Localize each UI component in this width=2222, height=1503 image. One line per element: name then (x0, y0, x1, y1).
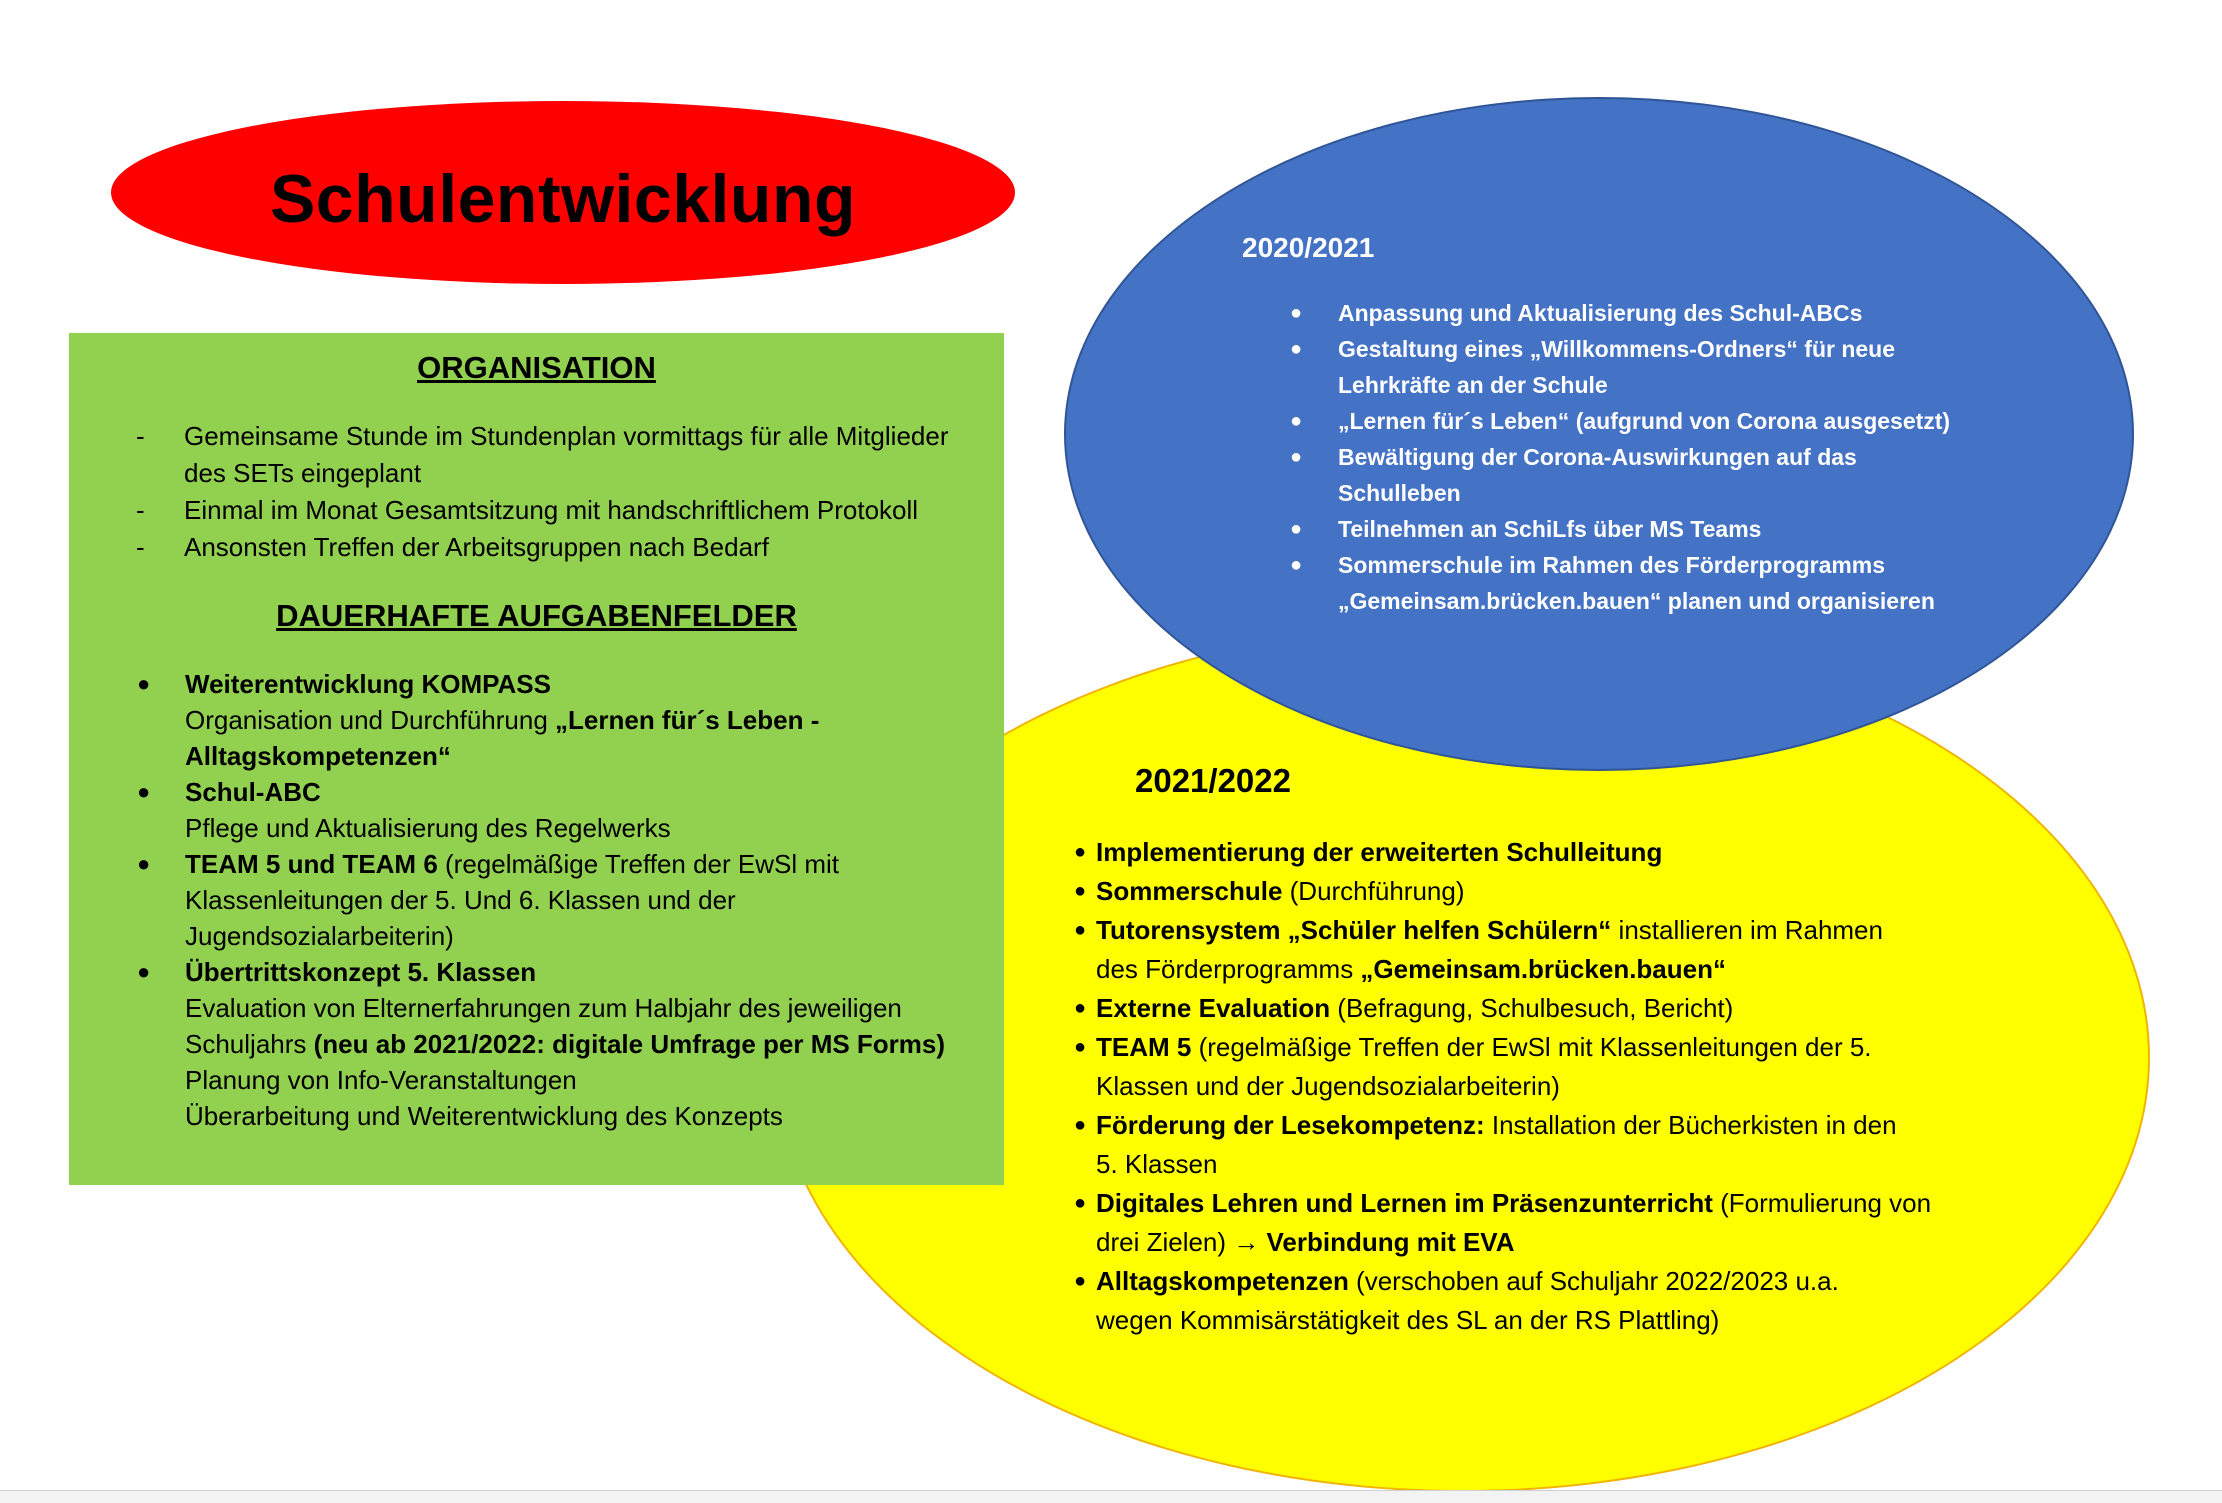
bullet-icon: ● (1074, 1270, 1087, 1292)
year-2021-2022-list (1074, 833, 1954, 1340)
list-item: ● „Lernen für´s Leben“ (aufgrund von Corona ausgesetzt) (1290, 403, 1990, 439)
list-item: - Ansonsten Treffen der Arbeitsgruppen nach Bedarf (136, 532, 769, 562)
organisation-list (136, 418, 996, 566)
list-item: ● Sommerschule (Durchführung) (1074, 872, 1954, 911)
list-item: ● Alltagskompetenzen (verschoben auf Schuljahr 2022/2023 u.a. wegen Kommisärstätigkeit des SL an der RS Plattling) (1074, 1262, 1954, 1340)
list-item: ● TEAM 5 (regelmäßige Treffen der EwSl mit Klassenleitungen der 5. Klassen und der Jugendsozialarbeiterin) (1074, 1028, 1954, 1106)
bullet-icon: ● (1290, 554, 1303, 576)
list-item: ● Anpassung und Aktualisierung des Schul-ABCs (1290, 295, 1990, 331)
bullet-icon: ● (137, 779, 151, 804)
bullet-icon: ● (1074, 841, 1087, 863)
list-item: ● Schul-ABC Pflege und Aktualisierung des Regelwerks (137, 774, 997, 846)
bullet-icon: ● (1074, 919, 1087, 941)
bullet-icon: ● (1290, 446, 1303, 468)
list-item: ● Implementierung der erweiterten Schulleitung (1074, 833, 1954, 872)
bullet-icon: ● (1074, 1036, 1087, 1058)
bullet-icon: ● (1290, 518, 1303, 540)
list-item: ● Externe Evaluation (Befragung, Schulbesuch, Bericht) (1074, 989, 1954, 1028)
bullet-icon: ● (1074, 1192, 1087, 1214)
list-item: ● TEAM 5 und TEAM 6 (regelmäßige Treffen der EwSl mit Klassenleitungen der 5. Und 6. Klassen und der Jugendsozialarbeiterin) (137, 846, 997, 954)
year-2021-2022-heading: 2021/2022 (1135, 762, 1291, 799)
aufgabenfelder-list (137, 666, 997, 1134)
bullet-icon: ● (137, 671, 151, 696)
title-ellipse (111, 101, 1015, 284)
bullet-icon: ● (1290, 302, 1303, 324)
list-item: ● Digitales Lehren und Lernen im Präsenzunterricht (Formulierung von drei Zielen) → Verbindung mit EVA (1074, 1184, 1954, 1262)
bullet-icon: ● (1290, 410, 1303, 432)
list-item: ● Bewältigung der Corona-Auswirkungen auf das Schulleben (1290, 439, 1990, 511)
bullet-icon: ● (1074, 1114, 1087, 1136)
window-bottom-edge (0, 1490, 2222, 1503)
bullet-icon: ● (1290, 338, 1303, 360)
list-item: - Gemeinsame Stunde im Stundenplan vormittags für alle Mitglieder des SETs eingeplant (136, 421, 949, 488)
organisation-heading: ORGANISATION (417, 350, 656, 385)
bullet-icon: ● (137, 851, 151, 876)
list-item: ● Sommerschule im Rahmen des Förderprogramms „Gemeinsam.brücken.bauen“ planen und organisieren (1290, 547, 1990, 619)
year-2020-2021-heading: 2020/2021 (1242, 232, 1375, 263)
arrow-right-icon: → (1233, 1227, 1260, 1257)
page-title: Schulentwicklung (269, 160, 857, 237)
list-item: ● Teilnehmen an SchiLfs über MS Teams (1290, 511, 1990, 547)
bullet-icon: ● (137, 959, 151, 984)
bullet-icon: ● (1074, 997, 1087, 1019)
aufgabenfelder-heading: DAUERHAFTE AUFGABENFELDER (276, 598, 797, 633)
list-item: ● Förderung der Lesekompetenz: Installation der Bücherkisten in den 5. Klassen (1074, 1106, 1954, 1184)
year-2020-2021-list (1290, 295, 1990, 619)
list-item: ● Tutorensystem „Schüler helfen Schülern“ installieren im Rahmen des Förderprogramms „Gemeinsam.brücken.bauen“ (1074, 911, 1954, 989)
bullet-icon: ● (1074, 880, 1087, 902)
list-item: ● Weiterentwicklung KOMPASS Organisation und Durchführung „Lernen für´s Leben - Alltagskompetenzen“ (137, 666, 997, 774)
list-item: ● Gestaltung eines „Willkommens-Ordners“ für neue Lehrkräfte an der Schule (1290, 331, 1990, 403)
list-item: ● Übertrittskonzept 5. Klassen Evaluation von Elternerfahrungen zum Halbjahr des jeweiligen Schuljahrs (neu ab 2021/2022: digitale Umfrage per MS Forms) Planung von Info-Veranstaltungen Überarbeitung und Weiterentwicklung des Konzepts (137, 954, 997, 1134)
list-item: - Einmal im Monat Gesamtsitzung mit handschriftlichem Protokoll (136, 495, 919, 525)
